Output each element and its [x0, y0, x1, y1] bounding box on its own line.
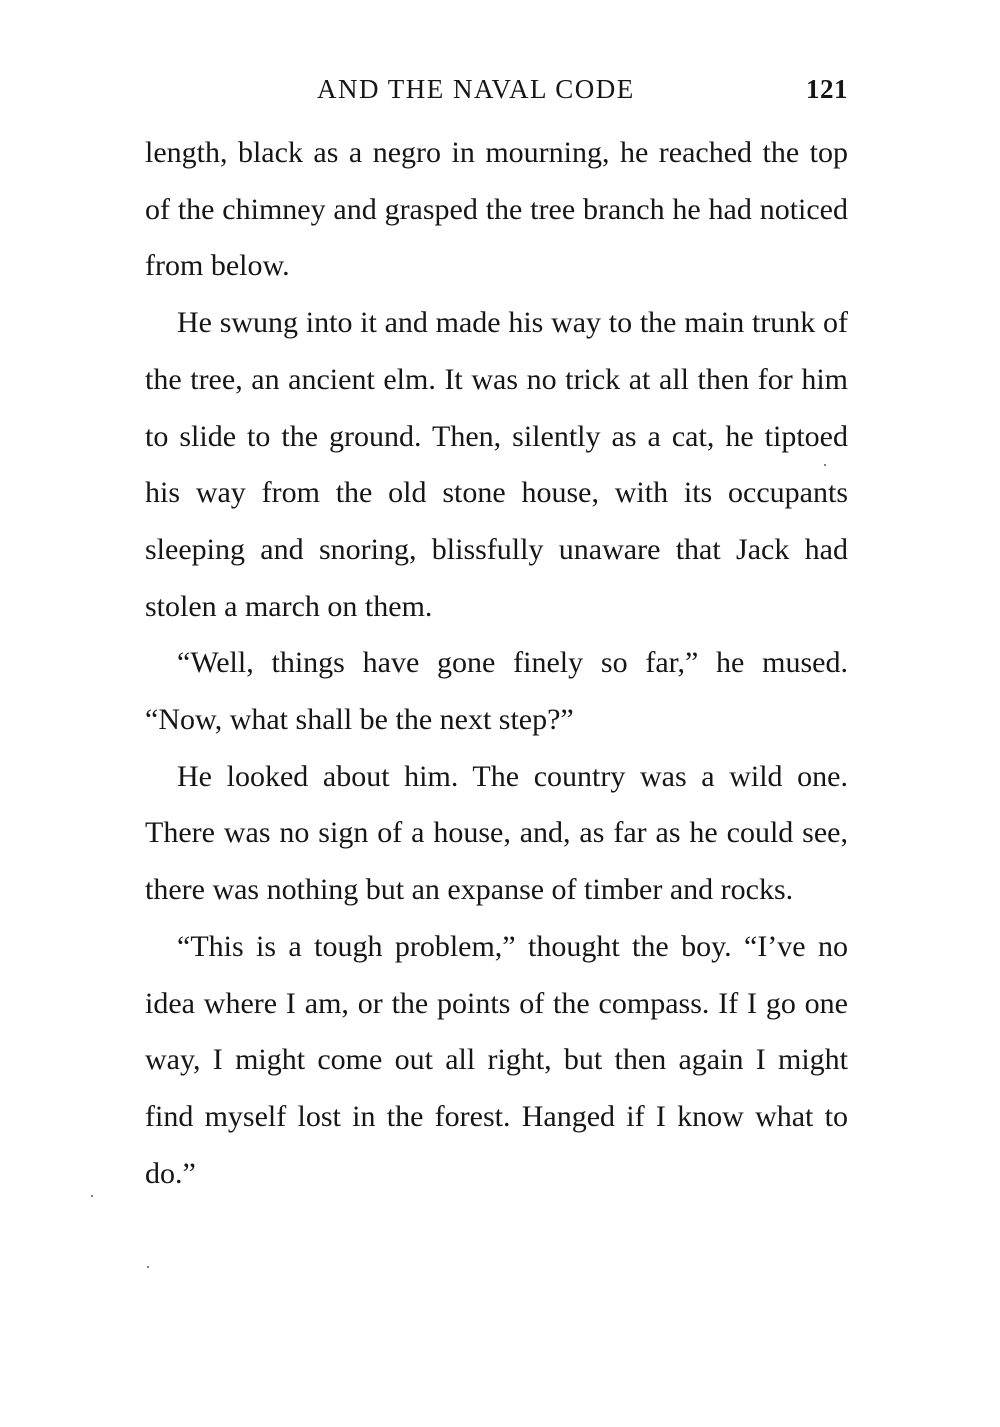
page-number: 121 [806, 74, 848, 104]
paragraph-5: “This is a tough problem,” thought the boy. “I’ve no idea where I am, or the points of the compass. If I go one way, I might come out all right, but then again I might find myself lost in the forest. Hanged if I know what to do.” [145, 929, 848, 1190]
running-head [145, 74, 848, 114]
paragraph-1: length, black as a negro in mourning, he reached the top of the chimney and grasped the tree branch he had noticed from below. [145, 136, 848, 283]
scan-speck [824, 464, 826, 466]
scan-speck [147, 1266, 149, 1268]
body-text [145, 125, 848, 1202]
running-title: AND THE NAVAL CODE [317, 74, 635, 104]
scan-speck [91, 1195, 93, 1197]
paragraph-4: He looked about him. The country was a wild one. There was no sign of a house, and, as far as he could see, there was nothing but an expanse of timber and rocks. [145, 759, 848, 907]
paragraph-2: He swung into it and made his way to the main trunk of the tree, an ancient elm. It was no trick at all then for him to slide to the ground. Then, silently as a cat, he tiptoed his way from the old stone house, with its occupants sleeping and snoring, blissfully unaware that Jack had stolen a march on them. [145, 306, 848, 623]
paragraph-3: “Well, things have gone finely so far,” he mused. “Now, what shall be the next step?” [145, 646, 848, 737]
